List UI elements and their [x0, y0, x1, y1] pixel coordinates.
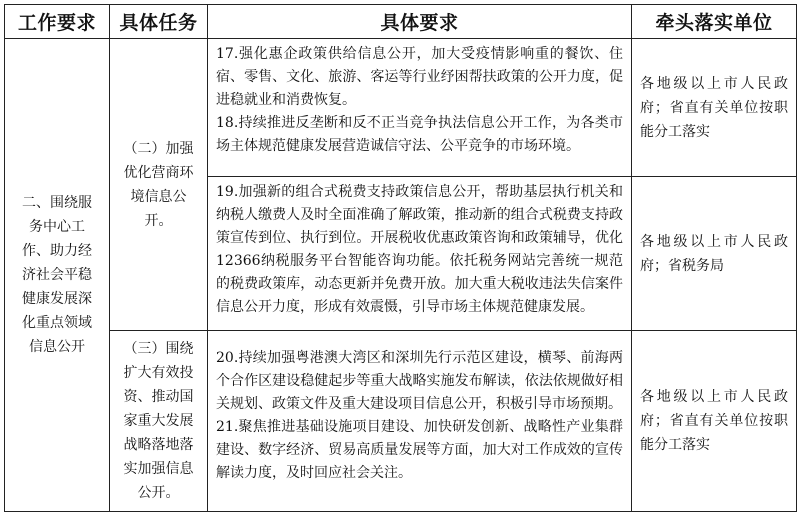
requirement-item: 20.持续加强粤港澳大湾区和深圳先行示范区建设，横琴、前海两个合作区建设稳健起步等重大战略实施发布解读，依法依规做好相关规划、政策文件及重大建设项目信息公开，积极引导市场预期。: [216, 350, 623, 412]
lead-unit-cell: 各地级以上市人民政府；省税务局: [632, 177, 797, 331]
header-lead-unit: 牵头落实单位: [632, 5, 797, 39]
requirement-cell: [208, 331, 632, 512]
table-row: [5, 331, 797, 512]
requirement-item: 21.聚焦推进基础设施项目建设、加快研发创新、战略性产业集群建设、数字经济、贸易高质量发展等方面，加大对工作成效的宣传解读力度，及时回应社会关注。: [216, 419, 623, 481]
requirement-cell: [208, 177, 632, 331]
header-row: [5, 5, 797, 39]
task-cell: （二）加强优化营商环境信息公开。: [110, 39, 208, 331]
requirement-item: 17.强化惠企政策供给信息公开，加大受疫情影响重的餐饮、住宿、零售、文化、旅游、客运等行业纾困帮扶政策的公开力度，促进稳就业和消费恢复。: [216, 46, 623, 108]
task-cell: （三）围绕扩大有效投资、推动国家重大发展战略落地落实加强信息公开。: [110, 331, 208, 512]
task-table: [4, 4, 797, 512]
header-work-requirement: 工作要求: [5, 5, 110, 39]
header-specific-task: 具体任务: [110, 5, 208, 39]
work-requirement-cell: 二、围绕服务中心工作、助力经济社会平稳健康发展深化重点领域信息公开: [5, 39, 110, 512]
lead-unit-cell: 各地级以上市人民政府；省直有关单位按职能分工落实: [632, 331, 797, 512]
table-row: [5, 39, 797, 177]
header-specific-requirement: 具体要求: [208, 5, 632, 39]
lead-unit-cell: 各地级以上市人民政府；省直有关单位按职能分工落实: [632, 39, 797, 177]
requirement-cell: [208, 39, 632, 177]
requirement-item: 18.持续推进反垄断和反不正当竞争执法信息公开工作，为各类市场主体规范健康发展营造诚信守法、公平竞争的市场环境。: [216, 115, 623, 154]
requirement-item: 19.加强新的组合式税费支持政策信息公开，帮助基层执行机关和纳税人缴费人及时全面准确了解政策，推动新的组合式税费支持政策宣传到位、执行到位。开展税收优惠政策咨询和政策辅导，优化12366纳税服务平台智能咨询功能。依托税务网站完善统一规范的税费政策库，动态更新并免费开放。加大重大税收违法失信案件信息公开力度，形成有效震慑，引导市场主体规范健康发展。: [216, 184, 623, 315]
